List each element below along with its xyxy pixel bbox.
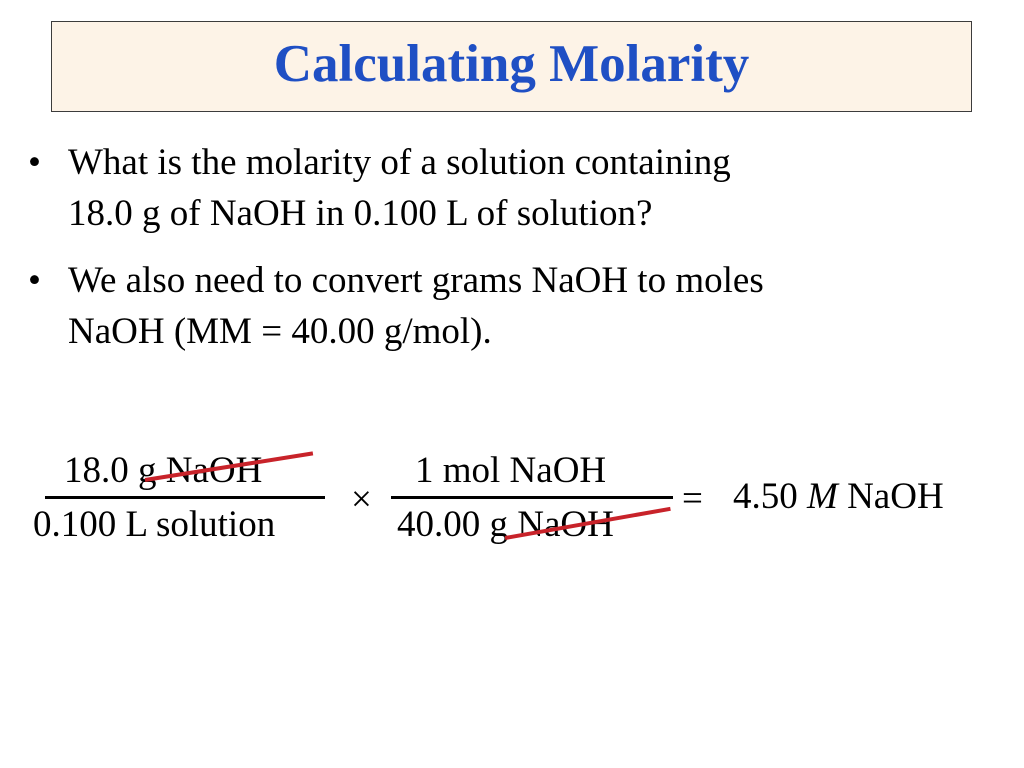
page-title: Calculating Molarity [273, 35, 750, 93]
bullet-marker: • [28, 142, 41, 183]
fraction2-numerator: 1 mol NaOH [415, 450, 607, 491]
title-box [51, 21, 972, 112]
bullet-list [28, 137, 988, 373]
bullet-line: We also need to convert grams NaOH to moles [68, 260, 764, 301]
result [733, 478, 944, 515]
unit-conversion-equation [0, 440, 1024, 570]
bullet-marker: • [28, 260, 41, 301]
bullet-line: What is the molarity of a solution containing [68, 142, 731, 183]
fraction2-bar [391, 496, 673, 499]
result-substance: NaOH [847, 476, 944, 517]
times-sign: × [351, 479, 372, 520]
molarity-unit: M [807, 476, 838, 517]
bullet-line: 18.0 g of NaOH in 0.100 L of solution? [68, 193, 653, 234]
fraction2-denominator: 40.00 g NaOH [397, 504, 614, 545]
fraction1-numerator: 18.0 g NaOH [64, 450, 263, 491]
fraction1-denominator: 0.100 L solution [33, 504, 276, 545]
equals-sign: = [682, 478, 703, 519]
bullet-item [28, 255, 988, 357]
result-value: 4.50 [733, 476, 798, 517]
bullet-line: NaOH (MM = 40.00 g/mol). [68, 311, 492, 352]
bullet-item [28, 137, 988, 239]
fraction1-bar [45, 496, 325, 499]
